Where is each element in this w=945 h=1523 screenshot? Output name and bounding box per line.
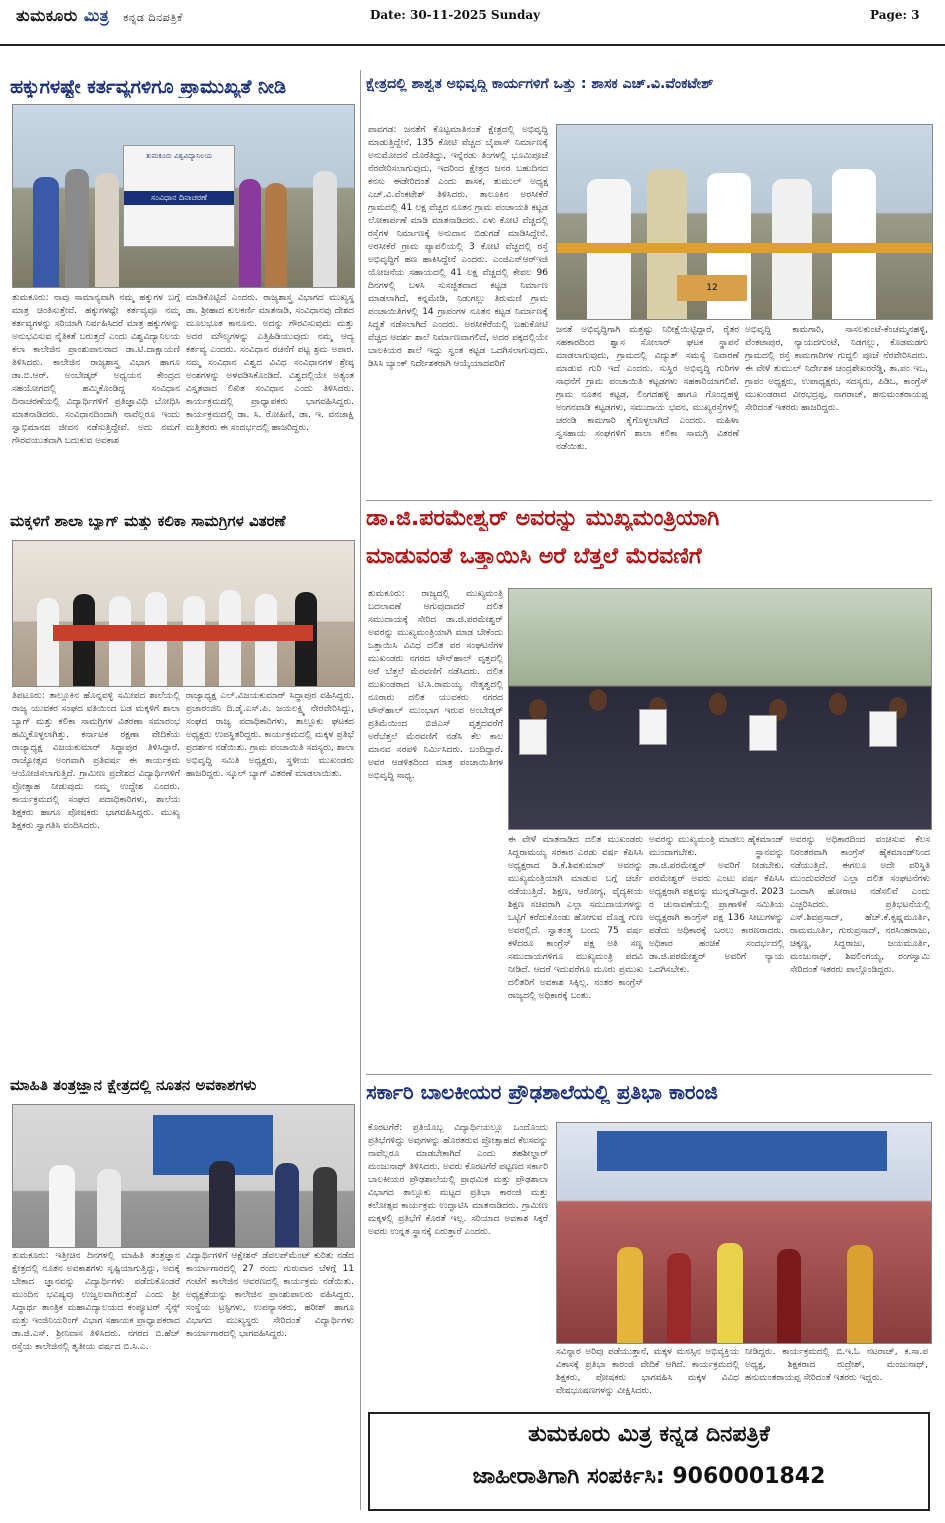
advertisement-box: [368, 1412, 930, 1511]
article-venkatesh-col-2: ಜನತೆ ಅಭಿವೃದ್ಧಿಗಾಗಿ ಮತ್ತಷ್ಟು ನಿರೀಕ್ಷೆಯಿಟ್ಟಿದ್ದಾರೆ, ರೈತರ ಸಹಕಾರದಿಂದ ಶ್ವಾಸ ಸೋಲಾರ್ ಘಟಕ ಸ್ಥಾಪನೆ ಮಾಡಲಾಗುವುದು, ಗ್ರಾಮದಲ್ಲಿ ವಿದ್ಯುತ್ ಸಮಸ್ಯೆ ನಿವಾರಣೆ ಮಾಡುವ ಗುರಿ ಇದೆ ಎಂದರು. ಸುಸ್ಥಿರ ಅಭಿವೃದ್ಧಿ ಗುರಿಗಳ ಸಾಧನೆಗೆ ಗ್ರಾಮ ಪಂಚಾಯಿತಿ ಕಟ್ಟಡಗಳು ಸಹಕಾರಿಯಾಗಲಿವೆ. ಗ್ರಾಮ ನೂತನ ಕಟ್ಟಡ, ಲಿಂಗದಹಳ್ಳಿ ಹಾಗೂ ಗೊಂದ್ಲಹಳ್ಳಿ ಅಂಗನವಾಡಿ ಕಟ್ಟಡಗಳು, ಸಮುದಾಯ ಭವನ, ಮುಖ್ಯರಸ್ತೆಗಳಲ್ಲಿ ಚರಂಡಿ ಕಾಮಗಾರಿ ಕೈಗೊಳ್ಳಲಾಗಿದೆ ಎಂದರು. ಮಹಿಳಾ ಸ್ವಸಹಾಯ ಸಂಘಗಳಿಗೆ ಶಾಲಾ ಕಲಿಕಾ ಸಾಮಗ್ರಿ ವಿತರಣೆ ನಡೆಯಿತು.: [556, 325, 739, 452]
person: [239, 179, 261, 287]
headline-rights-duties: ಹಕ್ಕುಗಳಷ್ಟೇ ಕರ್ತವ್ಯಗಳಿಗೂ ಪ್ರಾಮುಖ್ಯತೆ ನೀಡಿ: [10, 76, 286, 98]
article-bags-col-2: ರಾಜ್ಯಾಧ್ಯಕ್ಷ ಎಲ್.ವಿಜಯಕುಮಾರ್ ಸಿದ್ಧಾಪುರ ವಹಿಸಿದ್ದರು. ಪ್ರಜಾರಂಜಿನಿ ದಿ.ಡೈ.ಎಸ್.ಪಿ. ಜಯಲಕ್ಷ್ಮಿ ನೇರವೇರಿಸಿದ್ದು, ಸಂಘದ ರಾಜ್ಯ ಪದಾಧಿಕಾರಿಗಳು, ತಾಲ್ಲೂಕು ಘಟಕದ ಅಧ್ಯಕ್ಷರು ಉಪಸ್ಥಿತರಿದ್ದರು. ಕಾರ್ಯಕ್ರಮದಲ್ಲಿ ಮಕ್ಕಳ ಪ್ರತಿಭೆ ಪ್ರದರ್ಶನ ನಡೆಯಿತು. ಗ್ರಾಮ ಪಂಚಾಯಿತಿ ಸದಸ್ಯರು, ಶಾಲಾ ಅಭಿವೃದ್ಧಿ ಸಮಿತಿ ಅಧ್ಯಕ್ಷರು, ಸ್ಥಳೀಯ ಮುಖಂಡರು ಹಾಜರಿದ್ದರು. ಸ್ಕೂಲ್ ಬ್ಯಾಗ್ ವಿತರಣೆ ಮಾಡಲಾಯಿತು.: [186, 691, 354, 779]
person: [847, 1245, 873, 1343]
banner-sign-text: ತುಮಕೂರು ವಿಶ್ವವಿದ್ಯಾನಿಲಯ: [145, 152, 213, 160]
person: [97, 1169, 121, 1247]
headline-school-bags: ಮಕ್ಕಳಿಗೆ ಶಾಲಾ ಬ್ಯಾಗ್ ಮತ್ತು ಕಲಿಕಾ ಸಾಮಗ್ರಿಗಳ ವಿತರಣೆ: [10, 512, 286, 530]
person: [667, 1253, 691, 1343]
person: [183, 596, 205, 686]
brand-subtitle: ಕನ್ನಡ ದಿನಪತ್ರಿಕೆ: [123, 11, 183, 24]
ad-contact: ಜಾಹೀರಾತಿಗಾಗಿ ಸಂಪರ್ಕಿಸಿ: 9060001842: [472, 1464, 826, 1489]
headline-it-opportunities: ಮಾಹಿತಿ ತಂತ್ರಜ್ಞಾನ ಕ್ಷೇತ್ರದಲ್ಲಿ ನೂತನ ಅವಕಾಶಗಳು: [10, 1076, 257, 1094]
issue-date: Date: 30-11-2025 Sunday: [370, 8, 541, 22]
section-divider: [366, 1074, 932, 1075]
portrait-placard: [519, 719, 547, 755]
person: [109, 596, 131, 686]
person: [777, 1249, 801, 1343]
article-karanji-col-3: ನೀಡಿದ್ದರು. ಕಾರ್ಯಕ್ರಮದಲ್ಲಿ ಬಿ.ಇ.ಓ ನಟರಾಜ್, ಕ.ಸಾ.ಪ ಅಧ್ಯಕ್ಷ, ಶಿಕ್ಷಕರಾದ ರುದ್ರೇಶ್, ಮಂಜುನಾಥ್, ಹನುಮಂತರಾಯಪ್ಪ ಸೇರಿದಂತೆ ಇತರರು ಇದ್ದರು.: [745, 1347, 928, 1383]
stage-backdrop: [597, 1131, 887, 1171]
portrait-placard: [639, 709, 667, 745]
brand-name-2: ಮಿತ್ರ: [83, 6, 110, 25]
photo-constitution-day: [12, 104, 355, 288]
person: [709, 693, 727, 715]
newspaper-brand: [16, 6, 183, 26]
brand-name: ತುಮಕೂರು: [16, 6, 78, 25]
person: [49, 1165, 75, 1247]
person: [313, 171, 337, 287]
person: [209, 1161, 235, 1247]
headline-pratibha-karanji: ಸರ್ಕಾರಿ ಬಾಲಕೀಯರ ಪ್ರೌಢಶಾಲೆಯಲ್ಲಿ ಪ್ರತಿಭಾ ಕಾರಂಜಿ: [366, 1080, 718, 1104]
headline-parameshwar-line-2: ಮಾಡುವಂತೆ ಒತ್ತಾಯಿಸಿ ಅರೆ ಬೆತ್ತಲೆ ಮೆರವಣಿಗೆ: [366, 544, 702, 569]
person: [589, 689, 607, 711]
article-venkatesh-col-1: ಪಾವಗಡ: ಜನತೆಗೆ ಕೊಟ್ಟಮಾತಿನಂತೆ ಕ್ಷೇತ್ರದಲ್ಲಿ ಅಭಿವೃದ್ಧಿ ಮಾಡುತ್ತಿದ್ದೇನೆ, 135 ಕೋಟಿ ವೆಚ್ಚದ ಬೈಪಾಸ್ ನಿರ್ಮಾಣಕ್ಕೆ ಅನುಮೋದನೆ ದೊರೆತಿದ್ದು, ಇನ್ನೆರಡು ತಿಂಗಳಲ್ಲಿ ಭೂಮಿಪೂಜೆ ನೆರವೇರಿಸಲಾಗುವುದು, ಇದರಿಂದ ಕ್ಷೇತ್ರದ ಜನರ ಬಹುದಿನದ ಕನಸು ಈಡೇರಿದಂತೆ ಎಂದು ಶಾಸಕ, ತುಮುಲ್ ಅಧ್ಯಕ್ಷ ಎಚ್.ವಿ.ವೆಂಕಟೇಶ್ ತಿಳಿಸಿದರು. ತಾಲೂಕಿನ ಅರಸೀಕೆರೆ ಗ್ರಾಮದಲ್ಲಿ 41 ಲಕ್ಷ ವೆಚ್ಚದ ನೂತನ ಗ್ರಾಮ ಪಂಚಾಯತಿ ಕಟ್ಟಡ ಲೋಕಾರ್ಪಣೆ ಮಾಡಿ ಮಾತನಾಡಿದರು. ಏಳು ಕೋಟಿ ವೆಚ್ಚದಲ್ಲಿ ರಸ್ತೆಗಳ ನಿರ್ಮಾಣಕ್ಕೆ ಅನುದಾನ ಬಿಡುಗಡೆ ಮಾಡಿಸಿದ್ದೇನೆ. ಅರಸೀಕೆರೆ ಗ್ರಾಮ ಪ್ಯಾಪಲಿಯಲ್ಲಿ 3 ಕೋಟಿ ವೆಚ್ಚದಲ್ಲಿ ರಸ್ತೆ ಅಭಿವೃದ್ಧಿಗೆ ಹಣ ಹಾಕಿಸಿದ್ದೇನೆ ಎಂದರು. ಎಂಜಿಎನ್‌ಆರ್‌ಇಜಿ ಯೋಜನೆಯ ಸಹಾಯದಲ್ಲಿ 41 ಲಕ್ಷ ವೆಚ್ಚದಲ್ಲಿ ಕೇವಲ 96 ದಿನಗಳಲ್ಲಿ ಬಳಸಿ ಸುಸಜ್ಜಿತವಾದ ಕಟ್ಟಡ ನಿರ್ಮಾಣ ಮಾಡಲಾಗಿದೆ, ಕನ್ನಮೇಡಿ, ನಿಡುಗಲ್ಲು ತಿರುಮಣಿ ಗ್ರಾಮ ಪಂಚಾಯಿತಿಗಳಲ್ಲಿ 14 ಗ್ರಾಪಂಗಳ ನೂತನ ಕಟ್ಟಡ ನಿರ್ಮಾಣಕ್ಕೆ ಸಿದ್ಧತೆ ನಡೆಸಲಾಗಿದೆ ಎಂದರು. ಅರಸೀಕೆರೆಯಲ್ಲಿ ಬಹುಕೋಟಿ ವೆಚ್ಚದ ಆದರ್ಶ ಶಾಲೆ ನಿರ್ಮಾಣವಾಗಲಿದೆ, ಅದರ ಪಕ್ಕದಲ್ಲಿಯೇ ಬಾಲಕಿಯರ ಶಾಲೆ ಇದ್ದು ಸ್ವಂತ ಕಟ್ಟಡ ಒದಗಿಸಲಾಗುವುದು. ಡಿಸಿಸಿ ಬ್ಯಾಂಕ್ ನಿರ್ದೇಶಕರಾಗಿ ಆಯ್ಕೆಯಾದವರಿಗೆ: [368, 125, 548, 369]
person: [529, 699, 547, 721]
constitution-banner: [123, 145, 235, 247]
article-parameshwar-col-1: ತುಮಕೂರು: ರಾಜ್ಯದಲ್ಲಿ ಮುಖ್ಯಮಂತ್ರಿ ಬದಲಾವಣೆ ಆಗುವುದಾದರೆ ದಲಿತ ಸಮುದಾಯಕ್ಕೆ ಸೇರಿದ ಡಾ.ಜಿ.ಪರಮೇಶ್ವರ್ ಅವರನ್ನು ಮುಖ್ಯಮಂತ್ರಿಯಾಗಿ ಮಾಡ ಬೇಕೆಂದು ಒತ್ತಾಯಿಸಿ ವಿವಿಧ ದಲಿತ ಪರ ಸಂಘಟನೆಗಳ ಮುಖಂಡರು ನಗರದ ಟೌನ್‌ಹಾಲ್ ವೃತ್ತದಲ್ಲಿ ಅರೆ ಬೆತ್ತಲೆ ಮೆರವಣಿಗೆ ನಡೆಸಿದರು. ದಲಿತ ಮುಖಂಡರಾದ ಟಿ.ಸಿ.ರಾಮಯ್ಯ ನೇತೃತ್ವದಲ್ಲಿ ನೂರಾರು ದಲಿತ ಯುವಕರು ನಗರದ ಟೌನ್‌ಹಾಲ್ ಮುಂಭಾಗ ಇರುವ ಅಂಬೇಡ್ಕರ್ ಪ್ರತಿಮೆಯಿಂದ ಬಿಜಿಎಸ್ ವೃತ್ತದವರೆಗೆ ಅರೆಬೆತ್ತಲೆ ಮೆರವಣಿಗೆ ನಡೆಸಿ ಕೆಲ ಕಾಲ ಮಾನವ ಸರಪಳಿ ನಿರ್ಮಿಸಿದರು. ಬಂದಿದ್ದಾರೆ. ಅವರ ಆಡಳಿತದಿಂದ ಮಾತ್ರ ಪಂಚಾಯಿತಿಗಳ ಅಭಿವೃದ್ಧಿ ಸಾಧ್ಯ.: [368, 589, 503, 781]
article-bags-col-1: ತಿಪಟೂರು: ತಾಲ್ಲೂಕಿನ ಹೊನ್ನವಳ್ಳಿ ಸಮೀಪದ ಶಾಲೆಯಲ್ಲಿ ರಾಜ್ಯ ಯುವಕರ ಸಂಘದ ವತಿಯಿಂದ ಬಡ ಮಕ್ಕಳಿಗೆ ಶಾಲಾ ಬ್ಯಾಗ್ ಮತ್ತು ಕಲಿಕಾ ಸಾಮಗ್ರಿಗಳ ವಿತರಣಾ ಸಮಾರಂಭ ಹಮ್ಮಿಕೊಳ್ಳಲಾಗಿತ್ತು. ಕರ್ನಾಟಕ ರಕ್ಷಣಾ ವೇದಿಕೆಯ ರಾಜ್ಯಾಧ್ಯಕ್ಷ ವಿಜಯಕುಮಾರ್ ಸಿದ್ಧಾಪುರ ತಿಳಿಸಿದ್ದಾರೆ. ರಾಜ್ಯೋತ್ಸವ ಅಂಗವಾಗಿ ಪ್ರತಿವರ್ಷ ಈ ಕಾರ್ಯಕ್ರಮ ಆಯೋಜಿಸಲಾಗುತ್ತಿದೆ. ಗ್ರಾಮೀಣ ಪ್ರದೇಶದ ವಿದ್ಯಾರ್ಥಿಗಳಿಗೆ ಪ್ರೋತ್ಸಾಹ ನೀಡುವುದು ನಮ್ಮ ಉದ್ದೇಶ ಎಂದರು. ಕಾರ್ಯಕ್ರಮದಲ್ಲಿ ಸಂಘದ ಪದಾಧಿಕಾರಿಗಳು, ಶಾಲೆಯ ಶಿಕ್ಷಕರು ಹಾಗೂ ಪೋಷಕರು ಭಾಗವಹಿಸಿದ್ದರು. ಮುಖ್ಯ ಶಿಕ್ಷಕರು ಸ್ವಾಗತಿಸಿ ವಂದಿಸಿದರು.: [12, 691, 180, 831]
photo-protest-march: [508, 588, 932, 830]
article-karanji-col-1: ಕೊರಟಗೆರೆ: ಪ್ರತಿಯೊಬ್ಬ ವಿದ್ಯಾರ್ಥಿಯಲ್ಲೂ ಒಂದೊಂದು ಪ್ರತಿಭೆಗಳಿದ್ದು ಅವುಗಳನ್ನು ಹೊರತರುವ ಪ್ರೋತ್ಸಾಹದ ಕೆಲಸವನ್ನು ನಾವೆಲ್ಲರೂ ಮಾಡಬೇಕಾಗಿದೆ ಎಂದು ತಹಶೀಲ್ದಾರ್ ಮಂಜುನಾಥ್ ತಿಳಿಸಿದರು. ಅವರು ಕೊರಟಗೆರೆ ಪಟ್ಟಣದ ಸರ್ಕಾರಿ ಬಾಲಕೀಯರ ಪ್ರೌಢಶಾಲೆಯಲ್ಲಿ ಪ್ರಾಥಮಿಕ ಮತ್ತು ಪ್ರೌಢಶಾಲಾ ವಿಭಾಗದ ತಾಲ್ಲೂಕು ಮಟ್ಟದ ಪ್ರತಿಭಾ ಕಾರಂಜಿ ಮತ್ತು ಕಲೋತ್ಸವ ಕಾರ್ಯಕ್ರಮ ಉದ್ಘಾಟಿಸಿ ಮಾತನಾಡಿದರು. ಗ್ರಾಮೀಣ ಮಕ್ಕಳಲ್ಲಿ ಪ್ರತಿಭೆಗೆ ಕೊರತೆ ಇಲ್ಲ. ಸರಿಯಾದ ಅವಕಾಶ ಸಿಕ್ಕರೆ ಅವರು ಉನ್ನತ ಸ್ಥಾನಕ್ಕೆ ಏರುತ್ತಾರೆ ಎಂದರು.: [368, 1123, 548, 1237]
article-rights-col-2: ಮಾಡಿಕೊಟ್ಟಿದೆ ಎಂದರು. ರಾಜ್ಯಶಾಸ್ತ್ರ ವಿಭಾಗದ ಮುಖ್ಯಸ್ಥ ಡಾ. ಶ್ರೀಹಾದ ಕುಲಕರ್ಣಿ ಮಾತನಾಡಿ, ಸಂವಿಧಾನವು ದೇಶದ ಮೂಲಭೂತ ಕಾನೂನು. ಅದನ್ನು ಗೌರವಿಸುವುದು ಮತ್ತು ಅದರ ಮೌಲ್ಯಗಳನ್ನು ಎತ್ತಿಹಿಡಿಯುವುದು ನಮ್ಮ ಆದ್ಯ ಕರ್ತವ್ಯ ಎಂದರು. ಸಂವಿಧಾನ ರಚನೆಗೆ ಪಟ್ಟ ಶ್ರಮ ಅಪಾರ. ನಮ್ಮ ಸಂವಿಧಾನ ವಿಶ್ವದ ವಿವಿಧ ಸಂವಿಧಾನಗಳ ಶ್ರೇಷ್ಠ ಅಂಶಗಳನ್ನು ಅಳವಡಿಸಿಕೊಂಡಿದೆ. ವಿಶ್ವದಲ್ಲಿಯೇ ಅತ್ಯಂತ ವಿಸ್ತೃತವಾದ ಲಿಖಿತ ಸಂವಿಧಾನ ಎಂದು ತಿಳಿಸಿದರು. ಕಾರ್ಯಕ್ರಮದಲ್ಲಿ ಪ್ರಾಧ್ಯಾಪಕರು ಭಾಗವಹಿಸಿದ್ದರು. ಕಾರ್ಯಕ್ರಮದಲ್ಲಿ ಡಾ. ಸಿ. ರೋಹಿಣಿ, ಡಾ. ಇ. ವನಜಾಕ್ಷಿ ಮತ್ತಿತರರು ಈ ಸಂದರ್ಭದಲ್ಲಿ ಹಾಜರಿದ್ದರು.: [186, 293, 354, 433]
article-venkatesh-col-3: ಅಭಿವೃದ್ಧಿ ಕಾಮಗಾರಿ, ಸಾಸಲಕುಂಟೆ-ಕೆಂಚಮ್ಮನಹಳ್ಳಿ, ವೆಂಕಟಾಪುರ, ನ್ಯಾಯದಗುಂಟೆ, ನಿಡಗಲ್ಲು, ಕೊಡಮಡಗು ಗ್ರಾಮದಲ್ಲಿ ರಸ್ತೆ ಕಾಮಗಾರಿಗಳ ಗುದ್ದಲಿ ಪೂಜೆ ನೆರವೇರಿಸಿದರು. ಈ ವೇಳೆ ತುಮುಲ್ ನಿರ್ದೇಶಕ ಚಂದ್ರಶೇಖರರೆಡ್ಡಿ, ತಾ.ಪಂ ಇಒ, ಗ್ರಾಪಂ ಅಧ್ಯಕ್ಷರು, ಉಪಾಧ್ಯಕ್ಷರು, ಸದಸ್ಯರು, ಪಿಡಿಒ, ಕಾಂಗ್ರೆಸ್ ಮುಖಂಡರಾದ ವೀರಭದ್ರಪ್ಪ, ನಾಗರಾಜ್, ಹನುಮಂತರಾಯಪ್ಪ ಸೇರಿದಂತೆ ಇತರರು ಹಾಜರಿದ್ದರು.: [745, 325, 928, 413]
person: [275, 1163, 299, 1247]
person: [265, 183, 287, 287]
ad-title: ತುಮಕೂರು ಮಿತ್ರ ಕನ್ನಡ ದಿನಪತ್ರಿಕೆ: [528, 1422, 770, 1447]
person: [33, 177, 59, 287]
person: [95, 173, 119, 287]
article-parameshwar-col-2: ಈ ವೇಳೆ ಮಾತನಾಡಿದ ದಲಿತ ಮುಖಂಡರು ಸಿದ್ದರಾಮಯ್ಯ ಸರಕಾರ ಎರಡು ವರ್ಷ ಕೆಪಿಸಿಸಿ ಅಧ್ಯಕ್ಷರಾದ ಡಿ.ಕೆ.ಶಿವಕುಮಾರ್ ಅವರನ್ನು ಮುಖ್ಯಮಂತ್ರಿಯಾಗಿ ಮಾಡುವ ಬಗ್ಗೆ ಚರ್ಚೆ ನಡೆಯುತ್ತಿದೆ. ಶಿಕ್ಷಣ, ಆರೋಗ್ಯ, ವೈದ್ಯಕೀಯ ಶಿಕ್ಷಣ ಸಚಿವರಾಗಿ ಎಲ್ಲಾ ಸಮುದಾಯಗಳನ್ನು ಒಟ್ಟಿಗೆ ಕರೆದುಕೊಂಡು ಹೋಗುವ ದೊಡ್ಡ ಗುಣ ಅವರಲ್ಲಿದೆ. ಸ್ವಾತಂತ್ರ್ಯ ಬಂದು 75 ವರ್ಷ ಕಳೆದರೂ ಕಾಂಗ್ರೆಸ್ ಪಕ್ಷ ಅತಿ ಸಣ್ಣ ಸಮುದಾಯಗಳಿಗೂ ಮುಖ್ಯಮಂತ್ರಿ ಪದವಿ ನೀಡಿದೆ. ಆದರೆ ಇದುವರೆಗೂ ಮೂರು ಪ್ರಮುಖ ದಲಿತರಿಗೆ ಅವಕಾಶ ಸಿಕ್ಕಿಲ್ಲ. ನಂತರ ಕಾಂಗ್ರೆಸ್ ರಾಜ್ಯದಲ್ಲಿ ಅಧಿಕಾರಕ್ಕೆ ಬಂತು.: [508, 835, 643, 1001]
headline-venkatesh: ಕ್ಷೇತ್ರದಲ್ಲಿ ಶಾಶ್ವತ ಅಭಿವೃದ್ಧಿ ಕಾರ್ಯಗಳಿಗೆ ಒತ್ತು : ಶಾಸಕ ಎಚ್.ವಿ.ವೆಂಕಟೇಶ್: [366, 76, 714, 92]
held-bag-boxes: [53, 625, 313, 641]
column-divider: [360, 70, 361, 1510]
article-parameshwar-col-3: ಅವರನ್ನು ಮುಖ್ಯಮಂತ್ರಿ ಮಾಡಲು ಹೈಕಮಾಂಡ್ ಮುಂದಾಗಬೇಕು. ಸ್ಥಾನವನ್ನು ಡಾ.ಜಿ.ಪರಮೇಶ್ವರ್ ಅವರಿಗೆ ನೀಡಬೇಕು. ಪರಮೇಶ್ವರ್ ಅವರು ಎಂಟು ವರ್ಷ ಕೆಪಿಸಿಸಿ ಅಧ್ಯಕ್ಷರಾಗಿ ಪಕ್ಷವನ್ನು ಮುನ್ನಡೆಸಿದ್ದಾರೆ. 2023 ರ ಚುನಾವಣೆಯಲ್ಲಿ ಪ್ರಾಣಾಳಿಕೆ ಸಮಿತಿಯ ಅಧ್ಯಕ್ಷರಾಗಿ ಕಾಂಗ್ರೆಸ್ ಪಕ್ಷ 136 ಸೀಟುಗಳನ್ನು ಪಡೆದು ಅಧಿಕಾರಕ್ಕೆ ಬರಲು ಕಾರಣರಾದರು. ಅಧಿಕಾರ ಹಂಚಿಕೆ ಸಂದರ್ಭದಲ್ಲಿ ಡಾ.ಜಿ.ಪರಮೇಶ್ವರ್ ಅವರಿಗೆ ನ್ಯಾಯ ಒದಗಿಸಬೇಕು.: [649, 835, 784, 975]
article-parameshwar-col-4: ಅವರನ್ನು ಅಧಿಕಾರದಿಂದ ವಂಚಿಸುವ ಕೆಲಸ ನಿರಂತರವಾಗಿ ಕಾಂಗ್ರೆಸ್ ಹೈಕಮಾಂಡ್‌ನಿಂದ ನಡೆಯುತ್ತಿದೆ. ಈಗಲೂ ಅದೇ ಪರಿಸ್ಥಿತಿ ಮುಂದುವರೆದರೆ ಎಲ್ಲಾ ದಲಿತ ಸಂಘಟನೆಗಳು ಒಂದಾಗಿ ಹೋರಾಟ ನಡೆಸಲಿವೆ ಎಂದು ಎಚ್ಚರಿಸಿದರು. ಪ್ರತಿಭಟನೆಯಲ್ಲಿ ಎಸ್.ಶಿವಪ್ರಸಾದ್, ಹೆಚ್.ಕೆ.ಕೃಷ್ಣಮೂರ್ತಿ, ರಾಮಮೂರ್ತಿ, ಗುರುಪ್ರಸಾದ್, ನರಸಿಂಹರಾಜು, ಚಿಕ್ಕಣ್ಣ, ಸಿದ್ದರಾಜು, ಜಯಮೂರ್ತಿ, ಮಂಜುನಾಥ್, ಶಿವಲಿಂಗಯ್ಯ, ರಂಗಸ್ವಾಮಿ ಸೇರಿದಂತೆ ಇತರರು ಪಾಲ್ಗೊಂಡಿದ್ದರು.: [790, 835, 930, 975]
photo-bag-distribution: [12, 540, 355, 687]
person: [313, 1167, 337, 1247]
banner-title: ಸಂವಿಧಾನ ದಿನಾಚರಣೆ: [124, 191, 234, 205]
portrait-placard: [749, 715, 777, 751]
person: [37, 598, 59, 686]
person: [617, 1247, 643, 1343]
plate-number: 12: [677, 275, 747, 301]
person: [829, 693, 847, 715]
headline-parameshwar-line-1: ಡಾ.ಜಿ.ಪರಮೇಶ್ವರ್ ಅವರನ್ನು ಮುಖ್ಯಮಂತ್ರಿಯಾಗಿ: [366, 506, 720, 531]
article-it-col-1: ತುಮಕೂರು: ಇತ್ತೀಚಿನ ದಿನಗಳಲ್ಲಿ ಮಾಹಿತಿ ತಂತ್ರಜ್ಞಾನ ಕ್ಷೇತ್ರದಲ್ಲಿ ನೂತನ ಅವಕಾಶಗಳು ಸೃಷ್ಟಿಯಾಗುತ್ತಿದ್ದು, ಅದಕ್ಕೆ ಬೇಕಾದ ಜ್ಞಾನವನ್ನು ವಿದ್ಯಾರ್ಥಿಗಳು ಪಡೆದುಕೊಂಡರೆ ಮುಂದಿನ ಭವಿಷ್ಯವು ಉಜ್ವಲವಾಗಿರುತ್ತದೆ ಎಂದು ಶ್ರೀ ಸಿದ್ಧಾರ್ಥ ತಾಂತ್ರಿಕ ಮಹಾವಿದ್ಯಾಲಯದ ಕಂಪ್ಯೂಟರ್ ಸೈನ್ಸ್ ಮತ್ತು ಇಂಜಿನಿಯರಿಂಗ್ ವಿಭಾಗ ಸಹಾಯಕ ಪ್ರಾಧ್ಯಾಪಕರಾದ ಡಾ.ಜಿ.ಎಸ್. ಶ್ರೀನಿವಾಸ ತಿಳಿಸಿದರು. ನಗರದ ಬಿ.ಹೆಚ್ ರಸ್ತೆಯ ಕಾಲೇಜಿನಲ್ಲಿ ತೃತೀಯ ವರ್ಷದ ಬಿ.ಸಿ.ಎ.: [12, 1251, 180, 1352]
section-divider: [366, 500, 932, 501]
person: [65, 169, 89, 287]
article-karanji-col-2: ಸವಿನ್ನಾರ ಅರಿವು ಪಡೆಯುತ್ತಾನೆ, ಮಕ್ಕಳ ಮನಸ್ಸಿನ ಅಭಿವ್ಯಕ್ತಿಯ ವಿಕಾಸಕ್ಕೆ ಪ್ರತಿಭಾ ಕಾರಂಜಿ ವೇದಿಕೆ ಆಗಿದೆ. ಕಾರ್ಯಕ್ರಮದಲ್ಲಿ ಶಿಕ್ಷಕರು, ಪೋಷಕರು ಭಾಗವಹಿಸಿ ಮಕ್ಕಳ ವಿವಿಧ ವೇಷಭೂಷಣಗಳನ್ನು ವೀಕ್ಷಿಸಿದರು.: [556, 1347, 739, 1396]
page-number: Page: 3: [870, 8, 920, 22]
portrait-placard: [869, 711, 897, 747]
photo-talent-show: [556, 1122, 932, 1344]
article-rights-col-1: ತುಮಕೂರು: ನಾವು ಸಾಮಾನ್ಯವಾಗಿ ನಮ್ಮ ಹಕ್ಕುಗಳ ಬಗ್ಗೆ ಮಾತ್ರ ಚಿಂತಿಸುತ್ತೇವೆ. ಹಕ್ಕುಗಳಷ್ಟೇ ಕರ್ತವ್ಯವೂ ನಮ್ಮ ಕರ್ತವ್ಯಗಳನ್ನು ಸರಿಯಾಗಿ ನಿರ್ವಹಿಸಿದರೆ ಮಾತ್ರ ಹಕ್ಕುಗಳನ್ನು ಅನುಭವಿಸುವ ನೈತಿಕತೆ ಬರುತ್ತದೆ ಎಂದು ವಿಶ್ವವಿದ್ಯಾನಿಲಯ ಕಲಾ ಕಾಲೇಜಿನ ಪ್ರಾಂಶುಪಾಲರಾದ ಡಾ.ಟಿ.ದಾಕ್ಷಾಯಣಿ ತಿಳಿಸಿದರು. ಕಾಲೇಜಿನ ರಾಜ್ಯಶಾಸ್ತ್ರ ವಿಭಾಗ ಹಾಗೂ ಡಾ.ಬಿ.ಆರ್. ಅಂಬೇಡ್ಕರ್ ಅಧ್ಯಯನ ಕೇಂದ್ರದ ಸಹಯೋಗದಲ್ಲಿ ಹಮ್ಮಿಕೊಂಡಿದ್ದ ಸಂವಿಧಾನ ದಿನಾಚರಣೆಯಲ್ಲಿ ವಿದ್ಯಾರ್ಥಿಗಳಿಗೆ ಪ್ರತಿಜ್ಞಾವಿಧಿ ಬೋಧಿಸಿ ಮಾತನಾಡಿದರು. ಸಂವಿಧಾನದಿಂದಾಗಿ ನಾವೆಲ್ಲರೂ ಇಂದು ಸ್ವಾಭಿಮಾನದ ಜೀವನ ನಡೆಸುತ್ತಿದ್ದೇವೆ. ಅದು ನಮಗೆ ಗೌರವಯುತವಾಗಿ ಬದುಕುವ ಅವಕಾಶ: [12, 293, 180, 446]
flower-garland: [557, 243, 932, 253]
photo-it-workshop: [12, 1104, 355, 1248]
masthead: [0, 0, 945, 46]
person: [717, 1243, 743, 1343]
photo-inauguration: [556, 124, 933, 320]
article-it-col-2: ವಿದ್ಯಾರ್ಥಿಗಳಿಗೆ ಆಕ್ಷೇಶನ್ ಡೆವಲಪ್‌ಮೆಂಟ್ ಕುರಿತು ನಡೆದ ಕಾರ್ಯಾಗಾರದಲ್ಲಿ 27 ರಂದು ಗುರುವಾರ ಬೆಳಗ್ಗೆ 11 ಗಂಟೆಗೆ ಕಾಲೇಜಿನ ಆವರಣದಲ್ಲಿ ಕಾರ್ಯಕ್ರಮ ನಡೆಯಿತು. ಅಧ್ಯಕ್ಷತೆಯನ್ನು ಕಾಲೇಜಿನ ಪ್ರಾಂಶುಪಾಲರು ವಹಿಸಿದ್ದರು. ಸಂಸ್ಥೆಯ ಟ್ರಸ್ಟಿಗಳು, ಉಪನ್ಯಾಸಕರು, ಹರೀಶ್ ಹಾಗೂ ವಿಭಾಗದ ಮುಖ್ಯಸ್ಥರು ಸೇರಿದಂತೆ ವಿದ್ಯಾರ್ಥಿಗಳು ಕಾರ್ಯಾಗಾರದಲ್ಲಿ ಭಾಗವಹಿಸಿದ್ದರು.: [186, 1251, 354, 1339]
